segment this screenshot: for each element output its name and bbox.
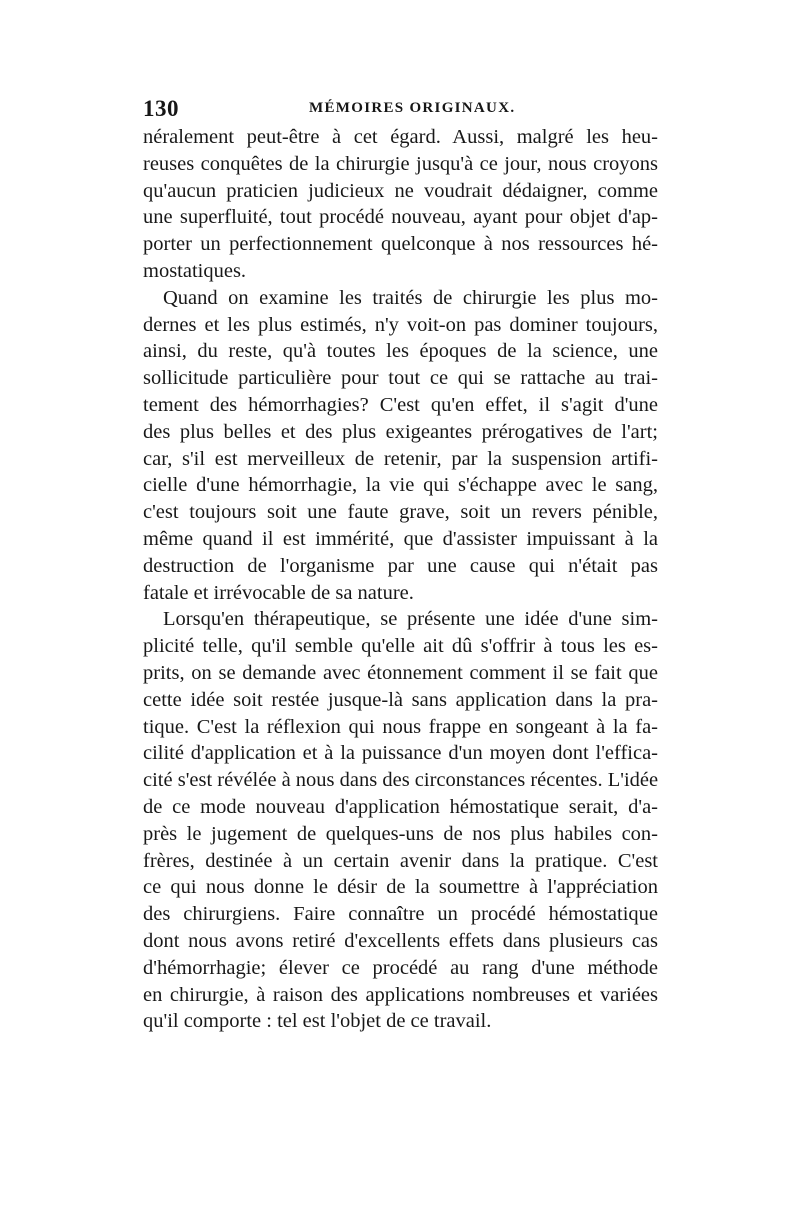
text-line: des chirurgiens. Faire connaître un procédé hémostatique	[143, 903, 658, 926]
text-line: qu'aucun praticien judicieux ne voudrait dédaigner, comme	[143, 179, 658, 202]
text-line: qu'il comporte : tel est l'objet de ce travail.	[143, 1010, 492, 1033]
text-line: dont nous avons retiré d'excellents effets dans plusieurs cas	[143, 929, 658, 952]
text-line: fatale et irrévocable de sa nature.	[143, 581, 414, 604]
paragraph-1	[143, 124, 658, 285]
text-line: porter un perfectionnement quelconque à nos ressources hé-	[143, 233, 658, 256]
text-line: cilité d'application et à la puissance d'un moyen dont l'effica-	[143, 742, 658, 765]
text-line: cette idée soit restée jusque-là sans application dans la pra-	[143, 688, 658, 711]
text-line: prits, on se demande avec étonnement comment il se fait que	[143, 661, 658, 684]
text-line: Quand on examine les traités de chirurgie les plus mo-	[163, 286, 658, 309]
text-line: d'hémorrhagie; élever ce procédé au rang d'une méthode	[143, 956, 658, 979]
text-line: c'est toujours soit une faute grave, soit un revers pénible,	[143, 501, 658, 524]
text-line: destruction de l'organisme par une cause qui n'était pas	[143, 554, 658, 577]
text-line: même quand il est immérité, que d'assister impuissant à la	[143, 527, 658, 550]
paragraph-2	[143, 285, 658, 607]
text-line: cielle d'une hémorrhagie, la vie qui s'échappe avec le sang,	[143, 474, 658, 497]
text-line: néralement peut-être à cet égard. Aussi, malgré les heu-	[143, 126, 658, 148]
text-line: une superfluité, tout procédé nouveau, ayant pour objet d'ap-	[143, 206, 658, 229]
text-line: des plus belles et des plus exigeantes prérogatives de l'art;	[143, 420, 658, 443]
text-line: ainsi, du reste, qu'à toutes les époques de la science, une	[143, 340, 658, 363]
text-line: de ce mode nouveau d'application hémostatique serait, d'a-	[143, 795, 658, 818]
page-number: 130	[143, 96, 179, 121]
text-line: Lorsqu'en thérapeutique, se présente une idée d'une sim-	[163, 608, 658, 631]
text-line: car, s'il est merveilleux de retenir, par la suspension artifi-	[143, 447, 658, 470]
text-line: reuses conquêtes de la chirurgie jusqu'à ce jour, nous croyons	[143, 152, 658, 175]
running-title: MÉMOIRES ORIGINAUX.	[309, 100, 516, 116]
text-line: tement des hémorrhagies? C'est qu'en effet, il s'agit d'une	[143, 393, 658, 416]
body-text	[143, 124, 658, 1035]
paragraph-3	[143, 606, 658, 1035]
text-line: mostatiques.	[143, 259, 247, 282]
running-head	[143, 96, 661, 122]
text-line: en chirurgie, à raison des applications nombreuses et variées	[143, 983, 658, 1006]
text-line: ce qui nous donne le désir de la soumettre à l'appréciation	[143, 876, 658, 899]
text-line: frères, destinée à un certain avenir dans la pratique. C'est	[143, 849, 658, 872]
text-line: tique. C'est la réflexion qui nous frappe en songeant à la fa-	[143, 715, 658, 738]
text-line: dernes et les plus estimés, n'y voit-on pas dominer toujours,	[143, 313, 658, 336]
text-line: cité s'est révélée à nous dans des circonstances récentes. L'idée	[143, 769, 659, 792]
text-line: près le jugement de quelques-uns de nos plus habiles con-	[143, 822, 658, 845]
text-line: plicité telle, qu'il semble qu'elle ait dû s'offrir à tous les es-	[143, 635, 658, 658]
text-line: sollicitude particulière pour tout ce qui se rattache au trai-	[143, 367, 658, 390]
